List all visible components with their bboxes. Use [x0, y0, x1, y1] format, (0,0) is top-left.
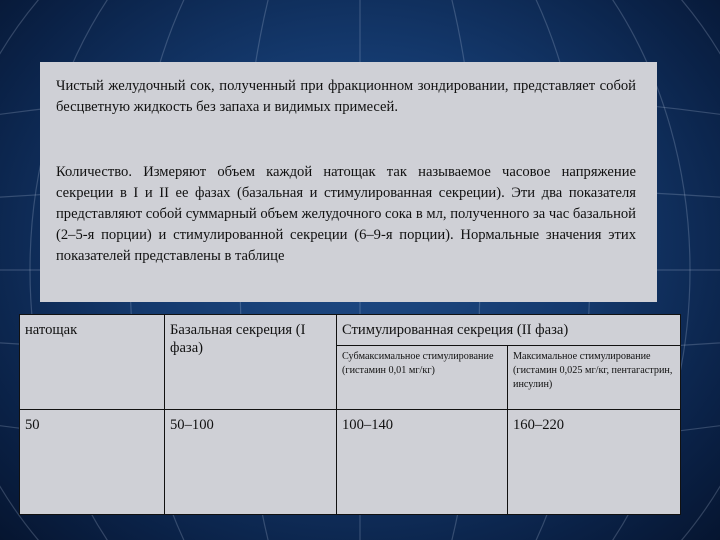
cell-submax-value: 100–140 [337, 410, 508, 515]
header-stimulated: Стимулированная секреция (II фаза) [337, 315, 681, 346]
header-max: Максимальное стимулирование (гистамин 0,025 мг/кг, пентагастрин, инсулин) [508, 346, 681, 410]
header-submax: Субмаксимальное стимулирование (гистамин 0,01 мг/кг) [337, 346, 508, 410]
secretion-table [19, 314, 681, 515]
header-basal: Базальная секреция (I фаза) [165, 315, 337, 410]
text-panel [40, 62, 657, 302]
cell-fasting-value: 50 [20, 410, 165, 515]
header-fasting: натощак [20, 315, 165, 410]
paragraph-description: Чистый желудочный сок, полученный при фракционном зондировании, представляет собой бесцветную жидкость без запаха и видимых примесей. [56, 78, 636, 115]
cell-max-value: 160–220 [508, 410, 681, 515]
paragraph-quantity: Количество. Измеряют объем каждой натощак так называемое часовое напряжение секреции в I и II ее фазах (базальная и стимулированная секреции). Эти два показателя представляют собой суммарный объем желудочного сока в мл, полученного за час базальной (2–5-я порции) и стимулированной секреции (6–9-я порции). Нормальные значения этих показателей представлены в таблице [56, 164, 636, 264]
cell-basal-value: 50–100 [165, 410, 337, 515]
